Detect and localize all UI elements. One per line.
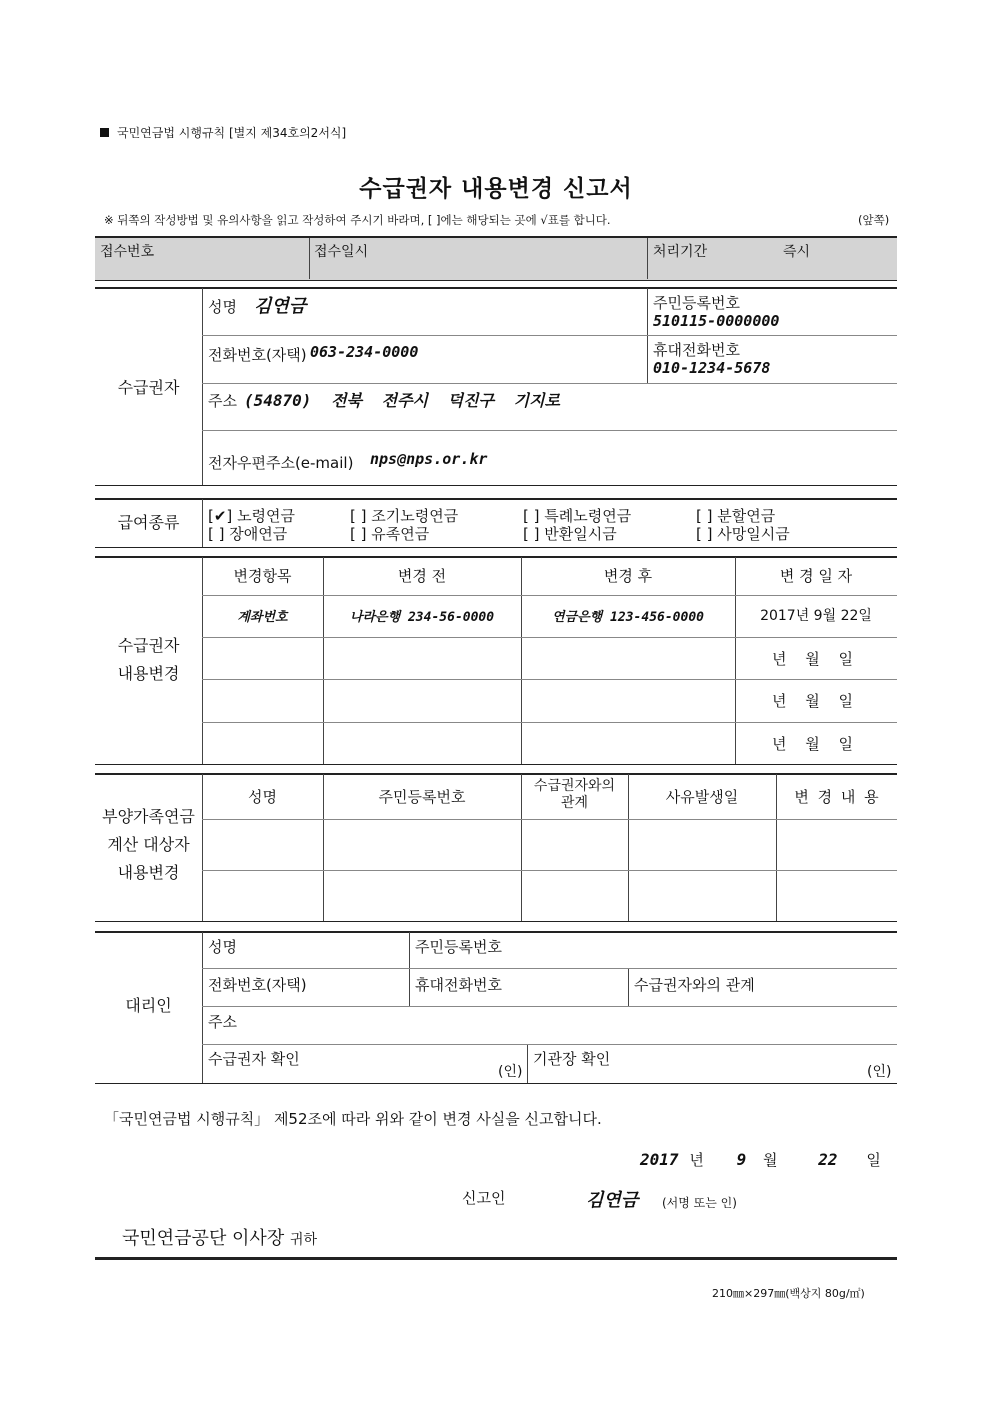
checkbox-icon[interactable]: [ ]: [208, 525, 225, 543]
processing-period-value: 즉시: [783, 244, 811, 260]
benefit-option-label: 노령연금: [237, 507, 296, 525]
agent-rrn-field[interactable]: 주민등록번호: [415, 938, 502, 956]
recipient-rrn-label: 주민등록번호: [653, 294, 740, 312]
agent-address-field[interactable]: 주소: [208, 1013, 237, 1031]
recipient-address-label: 주소: [208, 392, 237, 410]
receipt-date-field[interactable]: 접수일시: [314, 244, 369, 260]
reporter-name-input[interactable]: 김연금: [586, 1190, 639, 1211]
col-header-item: 변경항목: [233, 567, 292, 585]
instruction-notice: ※ 뒤쪽의 작성방법 및 유의사항을 읽고 작성하여 주시기 바라며, [ ]에는 해당되는 곳에 √표를 합니다.: [104, 213, 611, 227]
recipient-section-label: 수급권자: [117, 378, 180, 397]
benefit-option-death-lump[interactable]: [696, 523, 790, 544]
change-date-blank-4[interactable]: 년 월 일: [772, 735, 854, 753]
head-confirm-field[interactable]: 기관장 확인: [533, 1050, 611, 1068]
recipient-rrn-input[interactable]: 510115-0000000: [653, 312, 780, 330]
changes-section-line1: 수급권자: [117, 636, 180, 655]
recipient-name-input[interactable]: 김연금: [254, 296, 307, 317]
agent-mobile-field[interactable]: 휴대전화번호: [415, 976, 502, 994]
checkbox-icon[interactable]: [ ]: [696, 525, 713, 543]
benefit-option-label: 분할연금: [717, 507, 776, 525]
recipient-mobile-label: 휴대전화번호: [653, 341, 740, 359]
agent-name-field[interactable]: 성명: [208, 938, 237, 956]
benefit-option-survivor[interactable]: [350, 523, 429, 544]
benefit-option-label: 사망일시금: [717, 525, 790, 543]
col-header-before: 변경 전: [397, 567, 447, 585]
dep-header-relation: [521, 778, 628, 812]
dependents-section-line3: 내용변경: [117, 863, 180, 882]
recipient-organization: [122, 1224, 317, 1250]
change-after-input[interactable]: 연금은행 123-456-0000: [552, 610, 704, 625]
change-item-input[interactable]: 계좌번호: [237, 610, 288, 625]
benefit-option-disability[interactable]: [208, 523, 287, 544]
page-side-label: (앞쪽): [858, 213, 890, 227]
reporter-label: 신고인: [462, 1189, 506, 1207]
recipient-seal-mark: (인): [498, 1064, 523, 1080]
recipient-confirm-field[interactable]: 수급권자 확인: [208, 1050, 300, 1068]
recipient-phone-input[interactable]: 063-234-0000: [310, 343, 419, 361]
change-date-blank-3[interactable]: 년 월 일: [772, 692, 854, 710]
signature-note: (서명 또는 인): [662, 1196, 737, 1210]
day-unit: 일: [866, 1151, 881, 1169]
recipient-name-label: 성명: [208, 298, 237, 316]
dep-header-relation-line1: 수급권자와의: [533, 778, 616, 794]
benefit-option-label: 유족연금: [371, 525, 430, 543]
page-title: 수급권자 내용변경 신고서: [359, 176, 633, 202]
benefit-option-label: 특례노령연금: [544, 507, 632, 525]
change-before-input[interactable]: 나라은행 234-56-0000: [349, 610, 495, 625]
dep-header-change: 변 경 내 용: [794, 788, 879, 806]
year-unit: 년: [689, 1151, 704, 1169]
benefit-option-lump-refund[interactable]: [523, 523, 617, 544]
dep-header-relation-line2: 관계: [560, 795, 589, 811]
organization-name: 국민연금공단 이사장: [122, 1228, 285, 1249]
report-day-input[interactable]: 22: [818, 1150, 838, 1169]
office-use-box: [95, 236, 897, 281]
head-seal-mark: (인): [867, 1064, 892, 1080]
honorific: 귀하: [289, 1232, 318, 1248]
dependents-section-label: [95, 803, 202, 887]
col-header-after: 변경 후: [603, 567, 653, 585]
changes-section-label: [95, 632, 202, 688]
benefit-option-label: 반환일시금: [544, 525, 617, 543]
legal-ref-text: 국민연금법 시행규칙 [별지 제34호의2서식]: [117, 126, 347, 140]
dep-header-name: 성명: [248, 788, 277, 806]
paper-spec: 210㎜×297㎜(백상지 80g/㎡): [712, 1287, 865, 1300]
benefit-section-label: 급여종류: [117, 513, 180, 532]
square-bullet-icon: [100, 128, 109, 137]
receipt-number-field[interactable]: 접수번호: [100, 244, 155, 260]
benefit-option-label: 조기노령연금: [371, 507, 459, 525]
month-unit: 월: [763, 1151, 778, 1169]
report-date: [640, 1149, 881, 1170]
recipient-mobile-input[interactable]: 010-1234-5678: [653, 359, 771, 377]
agent-relation-field[interactable]: 수급권자와의 관계: [634, 976, 755, 994]
recipient-address-input[interactable]: (54870) 전북 전주시 덕진구 기지로: [244, 391, 560, 410]
legal-reference: [100, 124, 346, 141]
recipient-email-input[interactable]: nps@nps.or.kr: [370, 450, 488, 468]
agent-phone-field[interactable]: 전화번호(자택): [208, 976, 307, 994]
agent-section-label: 대리인: [125, 996, 172, 1015]
change-date-input[interactable]: 2017년 9월 22일: [760, 608, 872, 624]
report-year-input[interactable]: 2017: [640, 1150, 679, 1169]
dependents-section-line1: 부양가족연금: [102, 807, 195, 826]
checkbox-icon[interactable]: [ ]: [350, 525, 367, 543]
recipient-email-label: 전자우편주소(e-mail): [208, 454, 354, 472]
checkbox-icon[interactable]: [ ]: [523, 525, 540, 543]
dep-header-rrn: 주민등록번호: [378, 788, 466, 806]
change-date-blank-2[interactable]: 년 월 일: [772, 650, 854, 668]
checkbox-icon[interactable]: [ ]: [523, 507, 540, 525]
changes-section-line2: 내용변경: [117, 664, 180, 683]
dependents-section-line2: 계산 대상자: [107, 835, 190, 854]
benefit-option-label: 장애연금: [229, 525, 288, 543]
processing-period-label: 처리기간: [653, 244, 708, 260]
col-header-date: 변 경 일 자: [779, 567, 853, 585]
checkbox-icon[interactable]: [ ]: [350, 507, 367, 525]
declaration-text: 「국민연금법 시행규칙」 제52조에 따라 위와 같이 변경 사실을 신고합니다.: [104, 1110, 602, 1128]
dep-header-event-date: 사유발생일: [665, 788, 739, 806]
report-month-input[interactable]: 9: [736, 1150, 747, 1169]
recipient-phone-label: 전화번호(자택): [208, 346, 307, 364]
checkbox-icon[interactable]: [ ]: [696, 507, 713, 525]
checkbox-checked-icon[interactable]: [✔]: [208, 507, 233, 525]
